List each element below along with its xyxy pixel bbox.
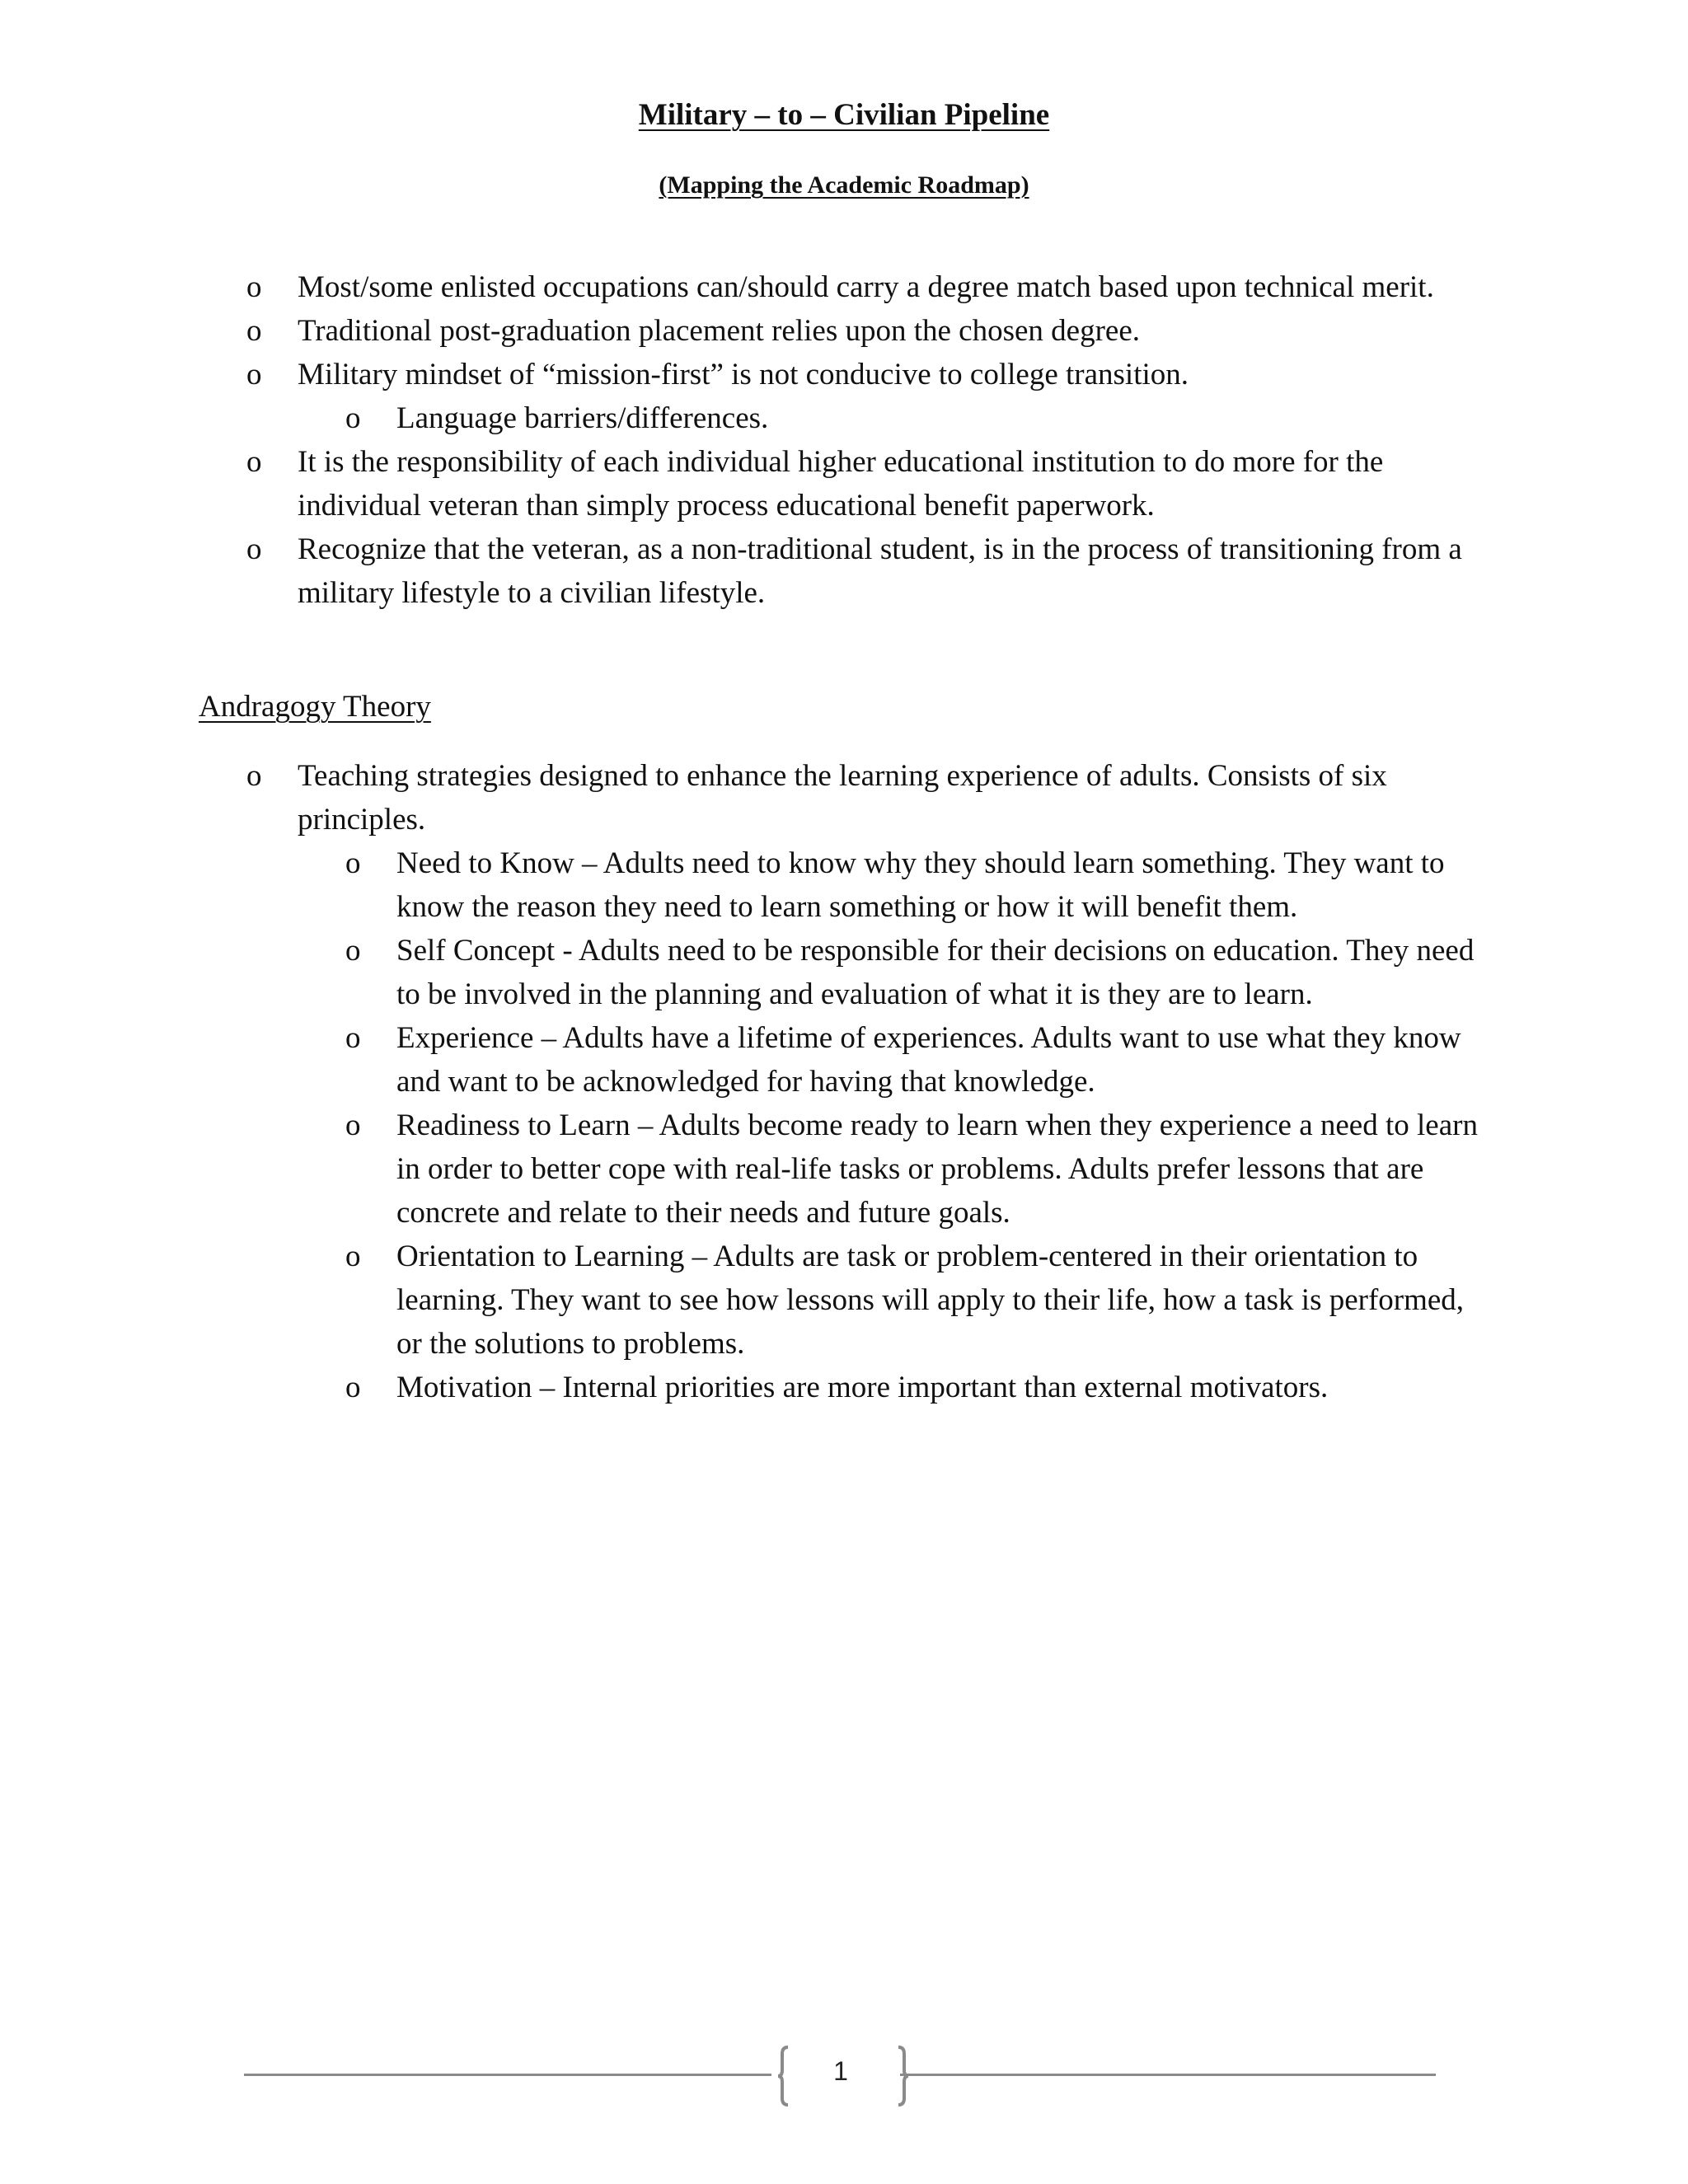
list-item [345,1235,1493,1366]
list-item-text: Self Concept - Adults need to be responsible for their decisions on education. They need to be involved in the planning and evaluation of what it is they are to learn. [396,934,1475,1011]
list-item [246,265,1493,309]
bullet-marker: o [246,759,262,793]
list-item [246,754,1493,841]
bullet-marker: o [246,314,262,348]
list-item-text: Need to Know – Adults need to know why they should learn something. They want to know the reason they need to learn something or how it will benefit them. [396,846,1445,924]
bullet-marker: o [345,401,361,435]
page-number: 1 [833,2056,848,2086]
list-item [246,353,1493,396]
bullet-marker: o [345,1108,361,1142]
list-item [246,440,1493,527]
bullet-marker: o [345,1021,361,1055]
bullet-marker: o [345,846,361,880]
bullet-marker: o [345,1240,361,1273]
list-item [246,309,1493,353]
list-item [345,1016,1493,1104]
bullet-marker: o [345,1371,361,1404]
list-item-text: Orientation to Learning – Adults are task or problem-centered in their orientation to learning. They want to see how lessons will apply to their life, how a task is performed, or the solutions to problems. [396,1240,1465,1361]
list-item-text: Most/some enlisted occupations can/should carry a degree match based upon technical merit. [298,270,1434,304]
list-item-text: Traditional post-graduation placement relies upon the chosen degree. [298,314,1140,348]
list-item [345,1104,1493,1235]
list-item-text: Readiness to Learn – Adults become ready to learn when they experience a need to learn in order to better cope with real-life tasks or problems. Adults prefer lessons that are concrete and relate to their needs and future goals. [396,1108,1478,1230]
footer-rule-right [900,2074,1436,2076]
list-item-text: Recognize that the veteran, as a non-traditional student, is in the process of transitioning from a military lifestyle to a civilian lifestyle. [298,532,1462,610]
bullet-marker: o [246,358,262,391]
list-item [345,841,1493,929]
document-subtitle: (Mapping the Academic Roadmap) [659,171,1029,199]
list-item-text: Military mindset of “mission-first” is not conducive to college transition. [298,358,1189,391]
bullet-marker: o [246,270,262,304]
footer-rule-left [244,2074,771,2076]
list-item-text: It is the responsibility of each individual higher educational institution to do more for the individual veteran than simply process educational benefit paperwork. [298,445,1384,523]
intro-bullet-list [0,265,1688,615]
andragogy-bullet-list [0,754,1688,1409]
bullet-marker: o [246,532,262,566]
list-item-text: Teaching strategies designed to enhance the learning experience of adults. Consists of six principles. [298,759,1387,837]
bullet-marker: o [246,445,262,479]
document-title: Military – to – Civilian Pipeline [638,98,1050,132]
list-item [345,1366,1493,1409]
section-heading: Andragogy Theory [199,690,431,724]
list-item [345,929,1493,1016]
list-item [345,396,1493,440]
list-item-text: Motivation – Internal priorities are more important than external motivators. [396,1371,1329,1404]
list-item-text: Language barriers/differences. [396,401,769,435]
right-brace-icon [893,2046,910,2107]
left-brace-icon [776,2046,793,2107]
bullet-marker: o [345,934,361,968]
list-item [246,527,1493,615]
list-item-text: Experience – Adults have a lifetime of experiences. Adults want to use what they know and want to be acknowledged for having that knowledge. [396,1021,1461,1099]
